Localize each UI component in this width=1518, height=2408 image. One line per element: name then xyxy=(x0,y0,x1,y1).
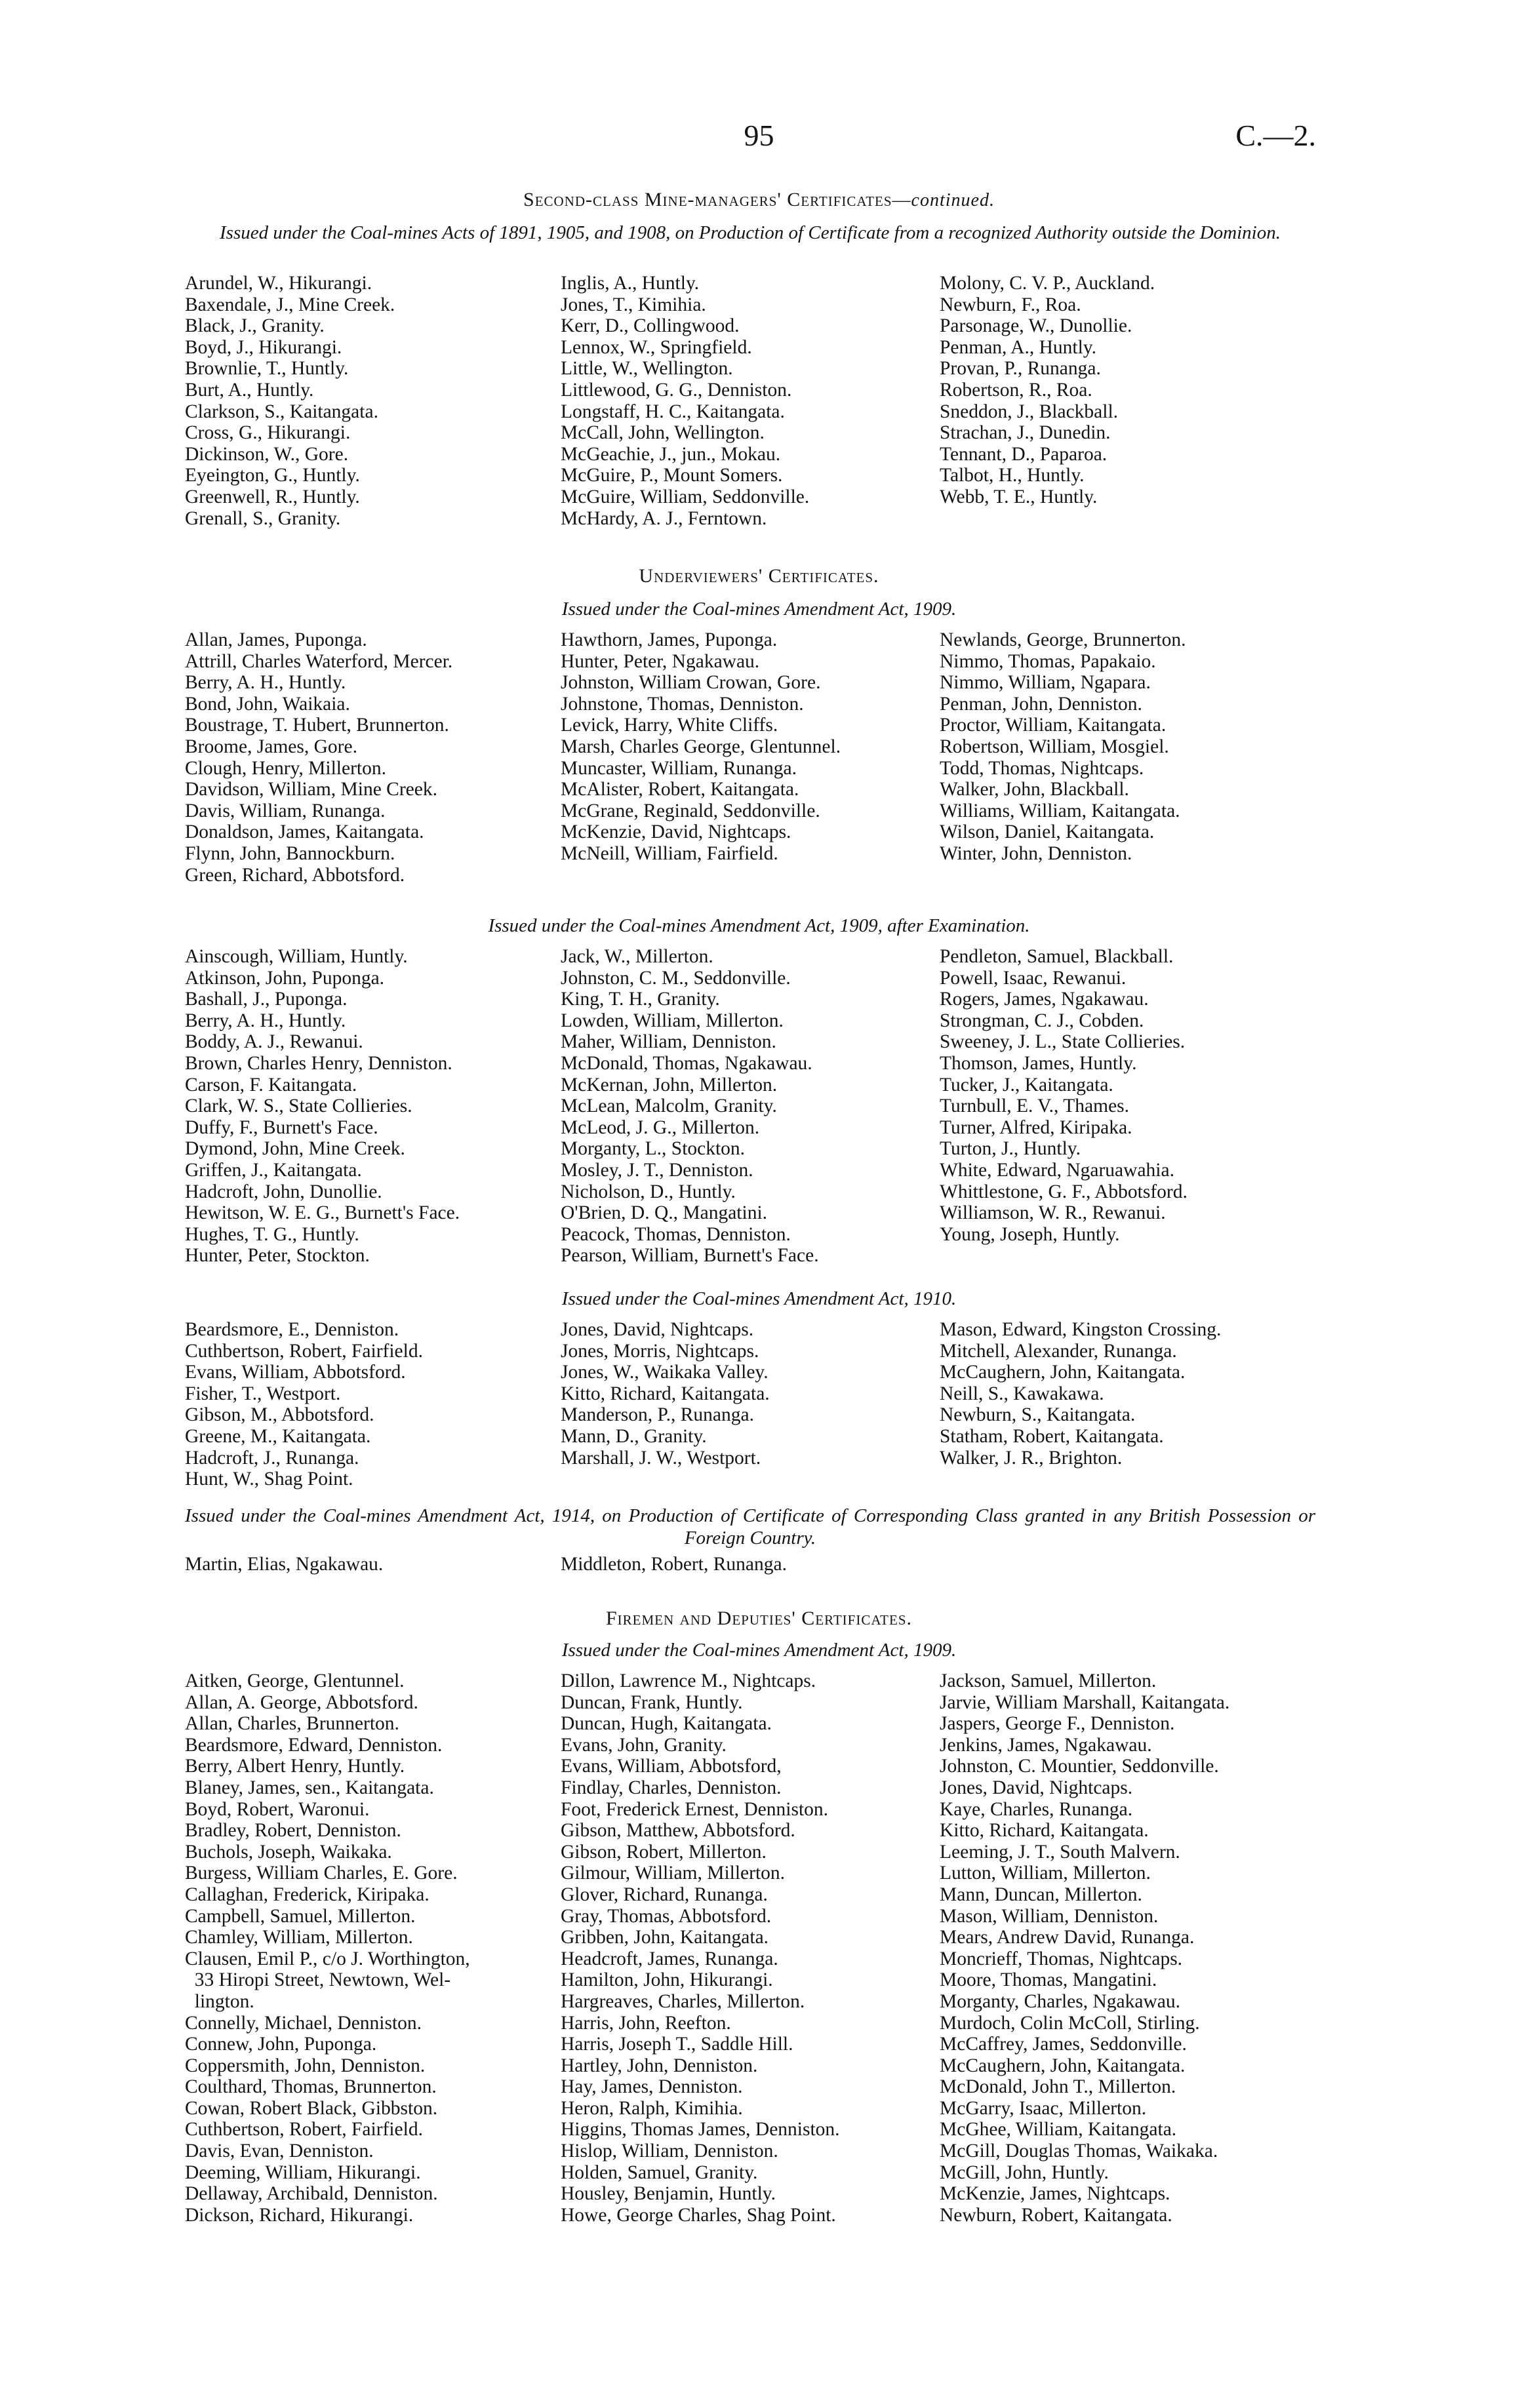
underviewers-1909-col2 xyxy=(561,629,841,865)
list-item: Williamson, W. R., Rewanui. xyxy=(940,1202,1166,1224)
list-item: Statham, Robert, Kaitangata. xyxy=(940,1425,1164,1447)
list-item: Newlands, George, Brunnerton. xyxy=(940,629,1186,650)
list-item: Inglis, A., Huntly. xyxy=(561,273,700,294)
list-item: Hadcroft, John, Dunollie. xyxy=(185,1181,382,1202)
list-item: Kaye, Charles, Runanga. xyxy=(940,1798,1133,1820)
list-item: Blaney, James, sen., Kaitangata. xyxy=(185,1777,434,1798)
list-item: Chamley, William, Millerton. xyxy=(185,1927,413,1948)
list-item: Allan, James, Puponga. xyxy=(185,629,367,650)
firemen-col1 xyxy=(185,1670,470,2226)
list-item: Findlay, Charles, Denniston. xyxy=(561,1777,782,1798)
list-item: Lutton, William, Millerton. xyxy=(940,1863,1151,1884)
list-item: Pearson, William, Burnett's Face. xyxy=(561,1245,819,1267)
underviewers-exam-col1 xyxy=(185,946,460,1267)
list-item: Cross, G., Hikurangi. xyxy=(185,422,351,444)
list-item: Gibson, Robert, Millerton. xyxy=(561,1841,767,1863)
list-item: Hunter, Peter, Stockton. xyxy=(185,1245,370,1267)
list-item: Jones, W., Waikaka Valley. xyxy=(561,1362,769,1383)
list-item: Hunt, W., Shag Point. xyxy=(185,1469,353,1490)
list-item: Cuthbertson, Robert, Fairfield. xyxy=(185,2119,423,2141)
list-item: Baxendale, J., Mine Creek. xyxy=(185,294,395,315)
list-item: Carson, F. Kaitangata. xyxy=(185,1074,357,1095)
underviewers-1909-col3 xyxy=(940,629,1186,865)
list-item: Thomson, James, Huntly. xyxy=(940,1052,1137,1074)
list-item: McDonald, John T., Millerton. xyxy=(940,2076,1176,2098)
underviewers-subheading-1914: Issued under the Coal-mines Amendment Act, 1914, on Production of Certificate of Corresponding Class granted in any British Possession or Foreign Country. xyxy=(185,1505,1315,1549)
list-item: Berry, A. H., Huntly. xyxy=(185,1010,346,1031)
list-item: Aitken, George, Glentunnel. xyxy=(185,1670,405,1691)
firemen-col3 xyxy=(940,1670,1229,2226)
list-item: McCaffrey, James, Seddonville. xyxy=(940,2034,1187,2055)
list-item: Clough, Henry, Millerton. xyxy=(185,757,386,779)
list-item: McCall, John, Wellington. xyxy=(561,422,765,444)
list-item: Penman, A., Huntly. xyxy=(940,336,1096,358)
list-item: Attrill, Charles Waterford, Mercer. xyxy=(185,650,453,672)
list-item: Johnston, William Crowan, Gore. xyxy=(561,672,821,694)
list-item: Mason, William, Denniston. xyxy=(940,1905,1159,1927)
list-item: McGeachie, J., jun., Mokau. xyxy=(561,443,781,465)
list-item: Jack, W., Millerton. xyxy=(561,946,713,967)
list-item: Moncrieff, Thomas, Nightcaps. xyxy=(940,1948,1183,1969)
list-item: Atkinson, John, Puponga. xyxy=(185,967,385,989)
list-item: Higgins, Thomas James, Denniston. xyxy=(561,2119,840,2141)
list-item: Tennant, D., Paparoa. xyxy=(940,443,1108,465)
list-item: Walker, J. R., Brighton. xyxy=(940,1447,1123,1469)
list-item: McCaughern, John, Kaitangata. xyxy=(940,1362,1186,1383)
list-item: Longstaff, H. C., Kaitangata. xyxy=(561,401,785,422)
list-item: McDonald, Thomas, Ngakawau. xyxy=(561,1052,812,1074)
list-item: Tucker, J., Kaitangata. xyxy=(940,1074,1113,1095)
list-item: Hewitson, W. E. G., Burnett's Face. xyxy=(185,1202,460,1224)
list-item: Evans, John, Granity. xyxy=(561,1734,727,1756)
list-item: Turton, J., Huntly. xyxy=(940,1138,1081,1160)
list-item: Williams, William, Kaitangata. xyxy=(940,800,1180,821)
list-item: Evans, William, Abbotsford, xyxy=(561,1756,782,1777)
list-item: Dillon, Lawrence M., Nightcaps. xyxy=(561,1670,816,1691)
page-number: 95 xyxy=(744,119,774,152)
firemen-col2 xyxy=(561,1670,840,2226)
list-item: Glover, Richard, Runanga. xyxy=(561,1884,768,1905)
underviewers-1909-col1 xyxy=(185,629,452,886)
list-item: Molony, C. V. P., Auckland. xyxy=(940,273,1155,294)
underviewers-1910-col3 xyxy=(940,1319,1221,1469)
list-item: Flynn, John, Bannockburn. xyxy=(185,842,395,864)
list-item: Davidson, William, Mine Creek. xyxy=(185,779,437,800)
list-item: Rogers, James, Ngakawau. xyxy=(940,989,1149,1010)
list-item: Coulthard, Thomas, Brunnerton. xyxy=(185,2076,437,2098)
list-item: Headcroft, James, Runanga. xyxy=(561,1948,778,1969)
list-item: Holden, Samuel, Granity. xyxy=(561,2161,758,2183)
list-item: Callaghan, Frederick, Kiripaka. xyxy=(185,1884,429,1905)
list-item: Ainscough, William, Huntly. xyxy=(185,946,408,967)
list-item: McGhee, William, Kaitangata. xyxy=(940,2119,1177,2141)
underviewers-1914-col2 xyxy=(561,1554,787,1575)
list-item: McGill, Douglas Thomas, Waikaka. xyxy=(940,2141,1218,2162)
list-item: Bond, John, Waikaia. xyxy=(185,693,350,715)
list-item: King, T. H., Granity. xyxy=(561,989,720,1010)
list-item: Gribben, John, Kaitangata. xyxy=(561,1927,769,1948)
list-item: Lennox, W., Springfield. xyxy=(561,336,752,358)
list-item: Clausen, Emil P., c/o J. Worthington, xyxy=(185,1948,470,1969)
list-item: Mann, Duncan, Millerton. xyxy=(940,1884,1142,1905)
list-item: Morganty, Charles, Ngakawau. xyxy=(940,1990,1181,2012)
list-item: Gibson, M., Abbotsford. xyxy=(185,1404,374,1426)
list-item: Hargreaves, Charles, Millerton. xyxy=(561,1990,805,2012)
list-item: Webb, T. E., Huntly. xyxy=(940,486,1098,507)
list-item: Foot, Frederick Ernest, Denniston. xyxy=(561,1798,829,1820)
list-item: Nicholson, D., Huntly. xyxy=(561,1181,736,1202)
list-item: Dickinson, W., Gore. xyxy=(185,443,349,465)
list-item: Strachan, J., Dunedin. xyxy=(940,422,1111,444)
list-item: Newburn, F., Roa. xyxy=(940,294,1081,315)
list-item: Nimmo, Thomas, Papakaio. xyxy=(940,650,1156,672)
list-item: Mitchell, Alexander, Runanga. xyxy=(940,1340,1177,1362)
list-item: Penman, John, Denniston. xyxy=(940,693,1142,715)
list-item: McLeod, J. G., Millerton. xyxy=(561,1116,760,1138)
list-item: Allan, Charles, Brunnerton. xyxy=(185,1713,399,1735)
list-item: Johnston, C. M., Seddonville. xyxy=(561,967,791,989)
list-item: Moore, Thomas, Mangatini. xyxy=(940,1969,1157,1991)
list-item: Donaldson, James, Kaitangata. xyxy=(185,821,424,843)
list-item: Griffen, J., Kaitangata. xyxy=(185,1159,362,1181)
list-item: Jones, David, Nightcaps. xyxy=(561,1319,754,1340)
list-item: Dellaway, Archibald, Denniston. xyxy=(185,2183,438,2205)
list-item: Cowan, Robert Black, Gibbston. xyxy=(185,2097,438,2119)
list-item: Gilmour, William, Millerton. xyxy=(561,1863,786,1884)
list-item: Boustrage, T. Hubert, Brunnerton. xyxy=(185,715,449,736)
list-item: Kerr, D., Collingwood. xyxy=(561,315,740,337)
list-item: McKenzie, James, Nightcaps. xyxy=(940,2183,1170,2205)
list-item: Hughes, T. G., Huntly. xyxy=(185,1223,359,1245)
list-item: Coppersmith, John, Denniston. xyxy=(185,2055,426,2076)
list-item: Provan, P., Runanga. xyxy=(940,358,1101,380)
list-item: McAlister, Robert, Kaitangata. xyxy=(561,779,799,800)
list-item: Sneddon, J., Blackball. xyxy=(940,401,1119,422)
list-item: Pendleton, Samuel, Blackball. xyxy=(940,946,1174,967)
list-item: Broome, James, Gore. xyxy=(185,736,357,757)
list-item: Lowden, William, Millerton. xyxy=(561,1010,784,1031)
list-item: Dickson, Richard, Hikurangi. xyxy=(185,2204,414,2226)
list-item: Bashall, J., Puponga. xyxy=(185,989,348,1010)
list-item: Jones, Morris, Nightcaps. xyxy=(561,1340,759,1362)
list-item: Brownlie, T., Huntly. xyxy=(185,358,349,380)
list-item: Arundel, W., Hikurangi. xyxy=(185,273,372,294)
list-item: 33 Hiropi Street, Newtown, Wel- xyxy=(185,1969,451,1991)
document-reference: C.—2. xyxy=(1235,119,1316,152)
list-item: Wilson, Daniel, Kaitangata. xyxy=(940,821,1155,843)
second-class-subheading: Issued under the Coal-mines Acts of 1891, 1905, and 1908, on Production of Certificate from a recognized Authority outside the Dominion. xyxy=(220,222,1281,243)
list-item: Sweeney, J. L., State Collieries. xyxy=(940,1031,1186,1053)
list-item: Berry, A. H., Huntly. xyxy=(185,672,346,694)
list-item: Mosley, J. T., Denniston. xyxy=(561,1159,753,1181)
list-item: Marshall, J. W., Westport. xyxy=(561,1447,761,1469)
second-class-heading: Second-class Mine-managers' Certificates—continued. xyxy=(523,189,995,210)
list-item: Beardsmore, E., Denniston. xyxy=(185,1319,399,1340)
list-item: Black, J., Granity. xyxy=(185,315,325,337)
list-item: Mears, Andrew David, Runanga. xyxy=(940,1927,1195,1948)
list-item: Eyeington, G., Huntly. xyxy=(185,465,360,486)
list-item: Campbell, Samuel, Millerton. xyxy=(185,1905,416,1927)
list-item: Burgess, William Charles, E. Gore. xyxy=(185,1863,458,1884)
list-item: Davis, William, Runanga. xyxy=(185,800,386,821)
list-item: Hamilton, John, Hikurangi. xyxy=(561,1969,773,1991)
list-item: Robertson, R., Roa. xyxy=(940,379,1092,401)
list-item: Jenkins, James, Ngakawau. xyxy=(940,1734,1152,1756)
list-item: McGuire, P., Mount Somers. xyxy=(561,465,783,486)
list-item: Jarvie, William Marshall, Kaitangata. xyxy=(940,1691,1230,1713)
list-item: McGill, John, Huntly. xyxy=(940,2161,1109,2183)
list-item: Whittlestone, G. F., Abbotsford. xyxy=(940,1181,1188,1202)
list-item: Leeming, J. T., South Malvern. xyxy=(940,1841,1180,1863)
list-item: Kitto, Richard, Kaitangata. xyxy=(940,1820,1149,1842)
list-item: Winter, John, Denniston. xyxy=(940,842,1132,864)
list-item: Gray, Thomas, Abbotsford. xyxy=(561,1905,772,1927)
list-item: Deeming, William, Hikurangi. xyxy=(185,2161,421,2183)
list-item: Littlewood, G. G., Denniston. xyxy=(561,379,792,401)
list-item: Robertson, William, Mosgiel. xyxy=(940,736,1169,757)
list-item: Powell, Isaac, Rewanui. xyxy=(940,967,1127,989)
list-item: McGuire, William, Seddonville. xyxy=(561,486,810,507)
list-item: Beardsmore, Edward, Denniston. xyxy=(185,1734,443,1756)
underviewers-1910-col2 xyxy=(561,1319,770,1469)
list-item: Murdoch, Colin McColl, Stirling. xyxy=(940,2012,1200,2034)
list-item: McCaughern, John, Kaitangata. xyxy=(940,2055,1186,2076)
list-item: Boddy, A. J., Rewanui. xyxy=(185,1031,363,1053)
list-item: Newburn, S., Kaitangata. xyxy=(940,1404,1136,1426)
list-item: lington. xyxy=(185,1990,254,2012)
list-item: Harris, John, Reefton. xyxy=(561,2012,731,2034)
underviewers-1914-col1 xyxy=(185,1554,383,1575)
second-class-col3 xyxy=(940,273,1155,508)
list-item: Talbot, H., Huntly. xyxy=(940,465,1085,486)
list-item: Heron, Ralph, Kimihia. xyxy=(561,2097,743,2119)
list-item: Gibson, Matthew, Abbotsford. xyxy=(561,1820,795,1842)
list-item: Duncan, Frank, Huntly. xyxy=(561,1691,743,1713)
list-item: Martin, Elias, Ngakawau. xyxy=(185,1554,384,1575)
list-item: Manderson, P., Runanga. xyxy=(561,1404,754,1426)
list-item: McKenzie, David, Nightcaps. xyxy=(561,821,791,843)
list-item: Connew, John, Puponga. xyxy=(185,2034,377,2055)
list-item: Buchols, Joseph, Waikaka. xyxy=(185,1841,392,1863)
list-item: Burt, A., Huntly. xyxy=(185,379,314,401)
list-item: Greene, M., Kaitangata. xyxy=(185,1425,371,1447)
list-item: Proctor, William, Kaitangata. xyxy=(940,715,1167,736)
list-item: Cuthbertson, Robert, Fairfield. xyxy=(185,1340,423,1362)
list-item: Johnston, C. Mountier, Seddonville. xyxy=(940,1756,1219,1777)
list-item: White, Edward, Ngaruawahia. xyxy=(940,1159,1174,1181)
list-item: Duffy, F., Burnett's Face. xyxy=(185,1116,378,1138)
list-item: Brown, Charles Henry, Denniston. xyxy=(185,1052,452,1074)
list-item: Levick, Harry, White Cliffs. xyxy=(561,715,778,736)
list-item: Hislop, William, Denniston. xyxy=(561,2141,778,2162)
list-item: Jones, David, Nightcaps. xyxy=(940,1777,1133,1798)
list-item: Strongman, C. J., Cobden. xyxy=(940,1010,1144,1031)
list-item: Turnbull, E. V., Thames. xyxy=(940,1095,1130,1117)
list-item: Newburn, Robert, Kaitangata. xyxy=(940,2204,1172,2226)
list-item: Johnstone, Thomas, Denniston. xyxy=(561,693,804,715)
second-class-col1 xyxy=(185,273,395,529)
underviewers-subheading-1910: Issued under the Coal-mines Amendment Act, 1910. xyxy=(561,1288,957,1309)
list-item: Bradley, Robert, Denniston. xyxy=(185,1820,401,1842)
list-item: McHardy, A. J., Ferntown. xyxy=(561,507,767,529)
list-item: Maher, William, Denniston. xyxy=(561,1031,776,1053)
list-item: Jaspers, George F., Denniston. xyxy=(940,1713,1175,1735)
list-item: Hunter, Peter, Ngakawau. xyxy=(561,650,760,672)
underviewers-subheading-1909: Issued under the Coal-mines Amendment Act, 1909. xyxy=(561,599,957,620)
firemen-subheading: Issued under the Coal-mines Amendment Act, 1909. xyxy=(561,1640,957,1661)
underviewers-subheading-exam: Issued under the Coal-mines Amendment Act, 1909, after Examination. xyxy=(488,915,1030,936)
underviewers-exam-col2 xyxy=(561,946,819,1267)
list-item: Berry, Albert Henry, Huntly. xyxy=(185,1756,405,1777)
list-item: Parsonage, W., Dunollie. xyxy=(940,315,1132,337)
list-item: Duncan, Hugh, Kaitangata. xyxy=(561,1713,772,1735)
list-item: Young, Joseph, Huntly. xyxy=(940,1223,1120,1245)
list-item: Nimmo, William, Ngapara. xyxy=(940,672,1151,694)
firemen-heading: Firemen and Deputies' Certificates. xyxy=(606,1608,912,1629)
list-item: Middleton, Robert, Runanga. xyxy=(561,1554,787,1575)
list-item: O'Brien, D. Q., Mangatini. xyxy=(561,1202,768,1224)
list-item: Jones, T., Kimihia. xyxy=(561,294,706,315)
list-item: Mann, D., Granity. xyxy=(561,1425,707,1447)
list-item: Boyd, Robert, Waronui. xyxy=(185,1798,370,1820)
list-item: Jackson, Samuel, Millerton. xyxy=(940,1670,1157,1691)
list-item: Mason, Edward, Kingston Crossing. xyxy=(940,1319,1222,1340)
list-item: Evans, William, Abbotsford. xyxy=(185,1362,406,1383)
list-item: McNeill, William, Fairfield. xyxy=(561,842,778,864)
list-item: Marsh, Charles George, Glentunnel. xyxy=(561,736,841,757)
list-item: McGarry, Isaac, Millerton. xyxy=(940,2097,1147,2119)
list-item: McLean, Malcolm, Granity. xyxy=(561,1095,777,1117)
list-item: Greenwell, R., Huntly. xyxy=(185,486,360,507)
list-item: Boyd, J., Hikurangi. xyxy=(185,336,342,358)
list-item: McKernan, John, Millerton. xyxy=(561,1074,778,1095)
list-item: Morganty, L., Stockton. xyxy=(561,1138,746,1160)
list-item: Dymond, John, Mine Creek. xyxy=(185,1138,405,1160)
list-item: Peacock, Thomas, Denniston. xyxy=(561,1223,791,1245)
list-item: Allan, A. George, Abbotsford. xyxy=(185,1691,418,1713)
list-item: Hay, James, Denniston. xyxy=(561,2076,743,2098)
list-item: Hadcroft, J., Runanga. xyxy=(185,1447,359,1469)
list-item: Clark, W. S., State Collieries. xyxy=(185,1095,412,1117)
list-item: Green, Richard, Abbotsford. xyxy=(185,864,405,886)
list-item: Todd, Thomas, Nightcaps. xyxy=(940,757,1144,779)
underviewers-1910-col1 xyxy=(185,1319,423,1490)
list-item: Neill, S., Kawakawa. xyxy=(940,1383,1104,1404)
list-item: Muncaster, William, Runanga. xyxy=(561,757,797,779)
list-item: Grenall, S., Granity. xyxy=(185,507,341,529)
list-item: Clarkson, S., Kaitangata. xyxy=(185,401,378,422)
list-item: Housley, Benjamin, Huntly. xyxy=(561,2183,776,2205)
list-item: Connelly, Michael, Denniston. xyxy=(185,2012,422,2034)
list-item: Hartley, John, Denniston. xyxy=(561,2055,758,2076)
list-item: Hawthorn, James, Puponga. xyxy=(561,629,778,650)
list-item: Davis, Evan, Denniston. xyxy=(185,2141,374,2162)
list-item: Howe, George Charles, Shag Point. xyxy=(561,2204,836,2226)
list-item: Walker, John, Blackball. xyxy=(940,779,1129,800)
list-item: Turner, Alfred, Kiripaka. xyxy=(940,1116,1132,1138)
list-item: Kitto, Richard, Kaitangata. xyxy=(561,1383,770,1404)
underviewers-heading: Underviewers' Certificates. xyxy=(639,565,879,587)
list-item: Harris, Joseph T., Saddle Hill. xyxy=(561,2034,793,2055)
list-item: Fisher, T., Westport. xyxy=(185,1383,341,1404)
underviewers-exam-col3 xyxy=(940,946,1188,1245)
list-item: Little, W., Wellington. xyxy=(561,358,733,380)
list-item: McGrane, Reginald, Seddonville. xyxy=(561,800,820,821)
second-class-col2 xyxy=(561,273,809,529)
